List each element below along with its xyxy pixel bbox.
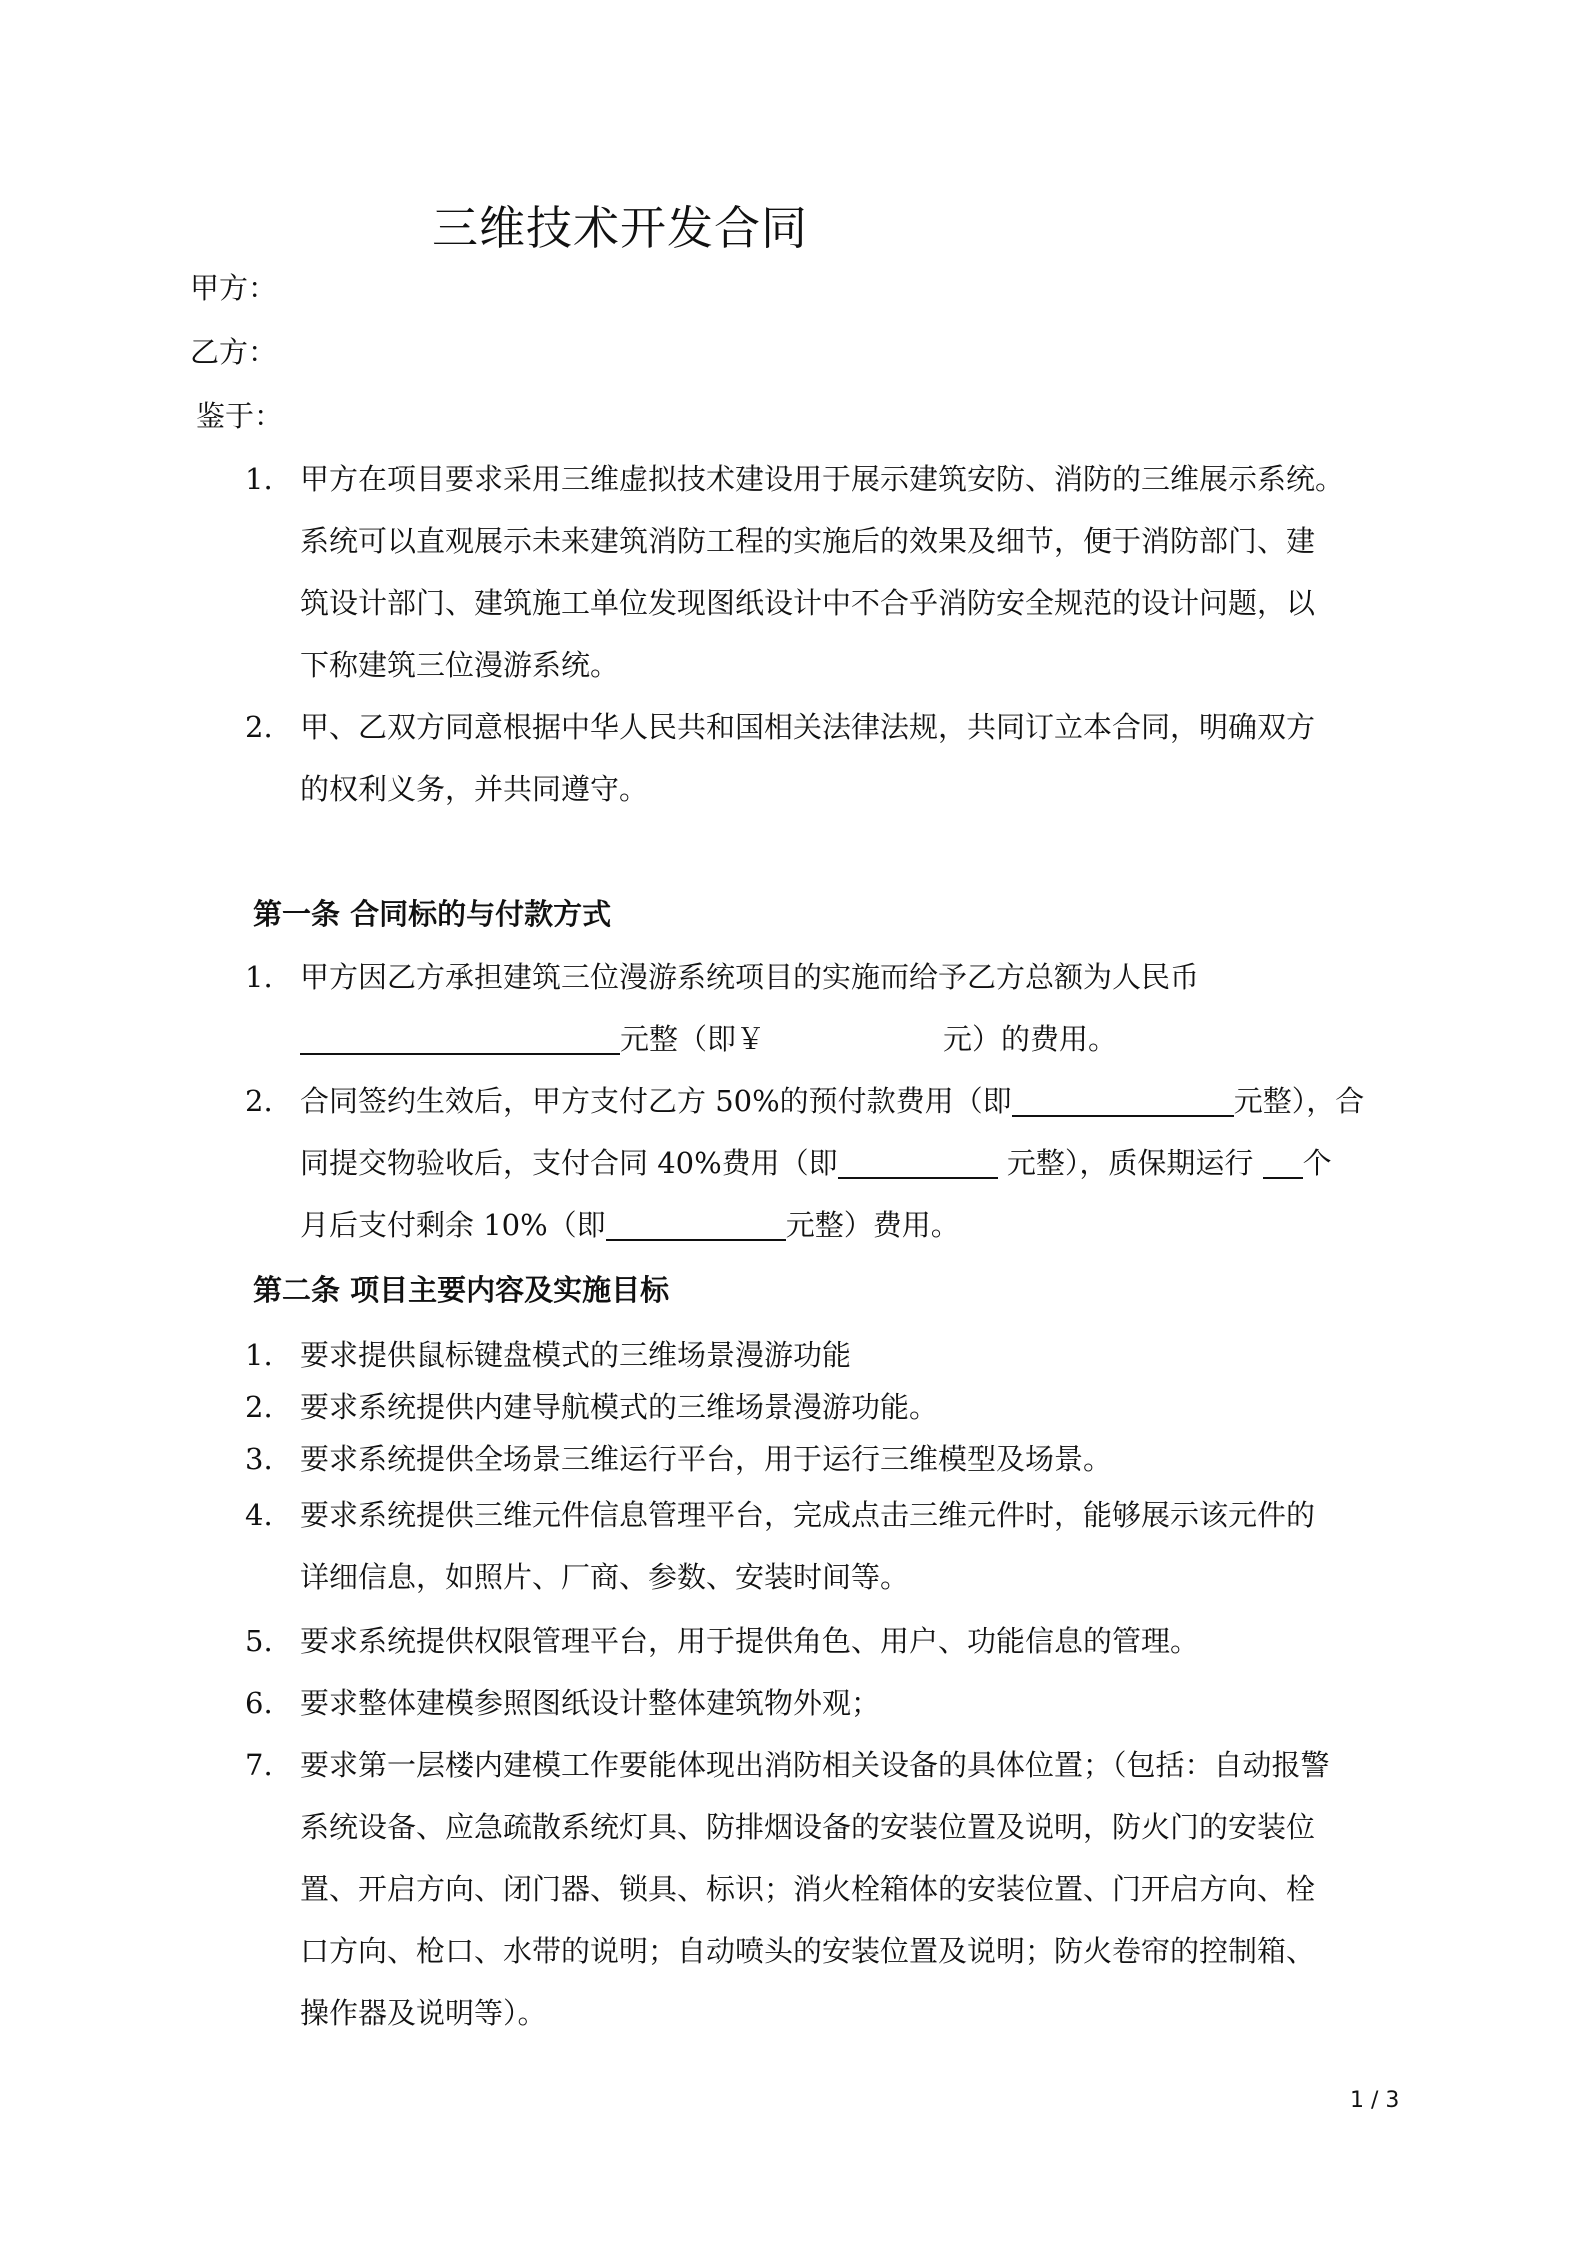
paragraph-line: 要求系统提供三维元件信息管理平台，完成点击三维元件时，能够展示该元件的	[300, 1498, 1316, 1532]
paragraph-line: 系统可以直观展示未来建筑消防工程的实施后的效果及细节，便于消防部门、建	[300, 524, 1316, 558]
payment-text: 同提交物验收后，支付合同 40%费用（即	[300, 1146, 838, 1180]
item-number: 5.	[245, 1624, 273, 1658]
payment-text: 元整），合	[1233, 1084, 1365, 1118]
payment-text: 元整）费用。	[785, 1208, 960, 1242]
paragraph-line: 的权利义务，并共同遵守。	[300, 772, 649, 806]
item-number: 4.	[245, 1498, 273, 1532]
paragraph-line: 系统设备、应急疏散系统灯具、防排烟设备的安装位置及说明，防火门的安装位	[300, 1810, 1316, 1844]
prepayment-blank[interactable]	[1012, 1085, 1234, 1117]
item-number: 1.	[245, 1338, 273, 1372]
paragraph-line: 置、开启方向、闭门器、锁具、标识；消火栓箱体的安装位置、门开启方向、栓	[300, 1872, 1316, 1906]
paragraph-line: 下称建筑三位漫游系统。	[300, 648, 620, 682]
given-heading: 鉴于：	[196, 399, 284, 433]
payment-text: 合同签约生效后，甲方支付乙方 50%的预付款费用（即	[300, 1084, 1012, 1118]
paragraph-line: 口方向、枪口、水带的说明；自动喷头的安装位置及说明；防火卷帘的控制箱、	[300, 1934, 1316, 1968]
article-2-heading: 第二条 项目主要内容及实施目标	[253, 1273, 670, 1307]
paragraph-line: 要求提供鼠标键盘模式的三维场景漫游功能	[300, 1338, 852, 1372]
item-number: 2.	[245, 1390, 273, 1424]
total-amount-blank[interactable]	[300, 1023, 620, 1055]
paragraph-line: 要求第一层楼内建模工作要能体现出消防相关设备的具体位置；（包括：自动报警	[300, 1748, 1330, 1782]
paragraph-line: 甲方因乙方承担建筑三位漫游系统项目的实施而给予乙方总额为人民币	[300, 960, 1200, 994]
paragraph-line: 甲方在项目要求采用三维虚拟技术建设用于展示建筑安防、消防的三维展示系统。	[300, 462, 1345, 496]
item-number: 7.	[245, 1748, 273, 1782]
paragraph-line	[300, 1132, 1364, 1194]
item-number: 3.	[245, 1442, 273, 1476]
acceptance-payment-blank[interactable]	[838, 1147, 998, 1179]
amount-text: 元整（即￥	[620, 1022, 766, 1056]
item-number: 6.	[245, 1686, 273, 1720]
warranty-months-blank[interactable]	[1263, 1147, 1303, 1179]
paragraph-line: 要求系统提供全场景三维运行平台，用于运行三维模型及场景。	[300, 1442, 1113, 1476]
amount-text: 元）的费用。	[943, 1022, 1118, 1056]
paragraph-line	[300, 1008, 1199, 1070]
item-number: 2.	[245, 1084, 273, 1118]
payment-text: 月后支付剩余 10%（即	[300, 1208, 606, 1242]
final-payment-blank[interactable]	[606, 1209, 786, 1241]
payment-text: 个	[1302, 1146, 1332, 1180]
page-number: 1 / 3	[1350, 2088, 1400, 2113]
paragraph-line	[300, 1194, 1364, 1256]
paragraph-line: 详细信息，如照片、厂商、参数、安装时间等。	[300, 1560, 910, 1594]
paragraph-line: 操作器及说明等）。	[300, 1996, 547, 2030]
payment-text: 元整），质保期运行	[997, 1146, 1263, 1180]
paragraph-line	[300, 1070, 1364, 1132]
item-number: 2.	[245, 710, 273, 744]
document-title: 三维技术开发合同	[432, 201, 808, 255]
paragraph-line: 要求系统提供内建导航模式的三维场景漫游功能。	[300, 1390, 939, 1424]
paragraph-line: 要求系统提供权限管理平台，用于提供角色、用户、功能信息的管理。	[300, 1624, 1200, 1658]
party-b-label: 乙方：	[190, 335, 278, 369]
article-1-heading: 第一条 合同标的与付款方式	[253, 897, 612, 931]
item-number: 1.	[245, 960, 273, 994]
item-number: 1.	[245, 462, 273, 496]
paragraph-line: 要求整体建模参照图纸设计整体建筑物外观；	[300, 1686, 881, 1720]
paragraph-line: 筑设计部门、建筑施工单位发现图纸设计中不合乎消防安全规范的设计问题，以	[300, 586, 1316, 620]
paragraph-line: 甲、乙双方同意根据中华人民共和国相关法律法规，共同订立本合同，明确双方	[300, 710, 1316, 744]
party-a-label: 甲方：	[190, 271, 278, 305]
